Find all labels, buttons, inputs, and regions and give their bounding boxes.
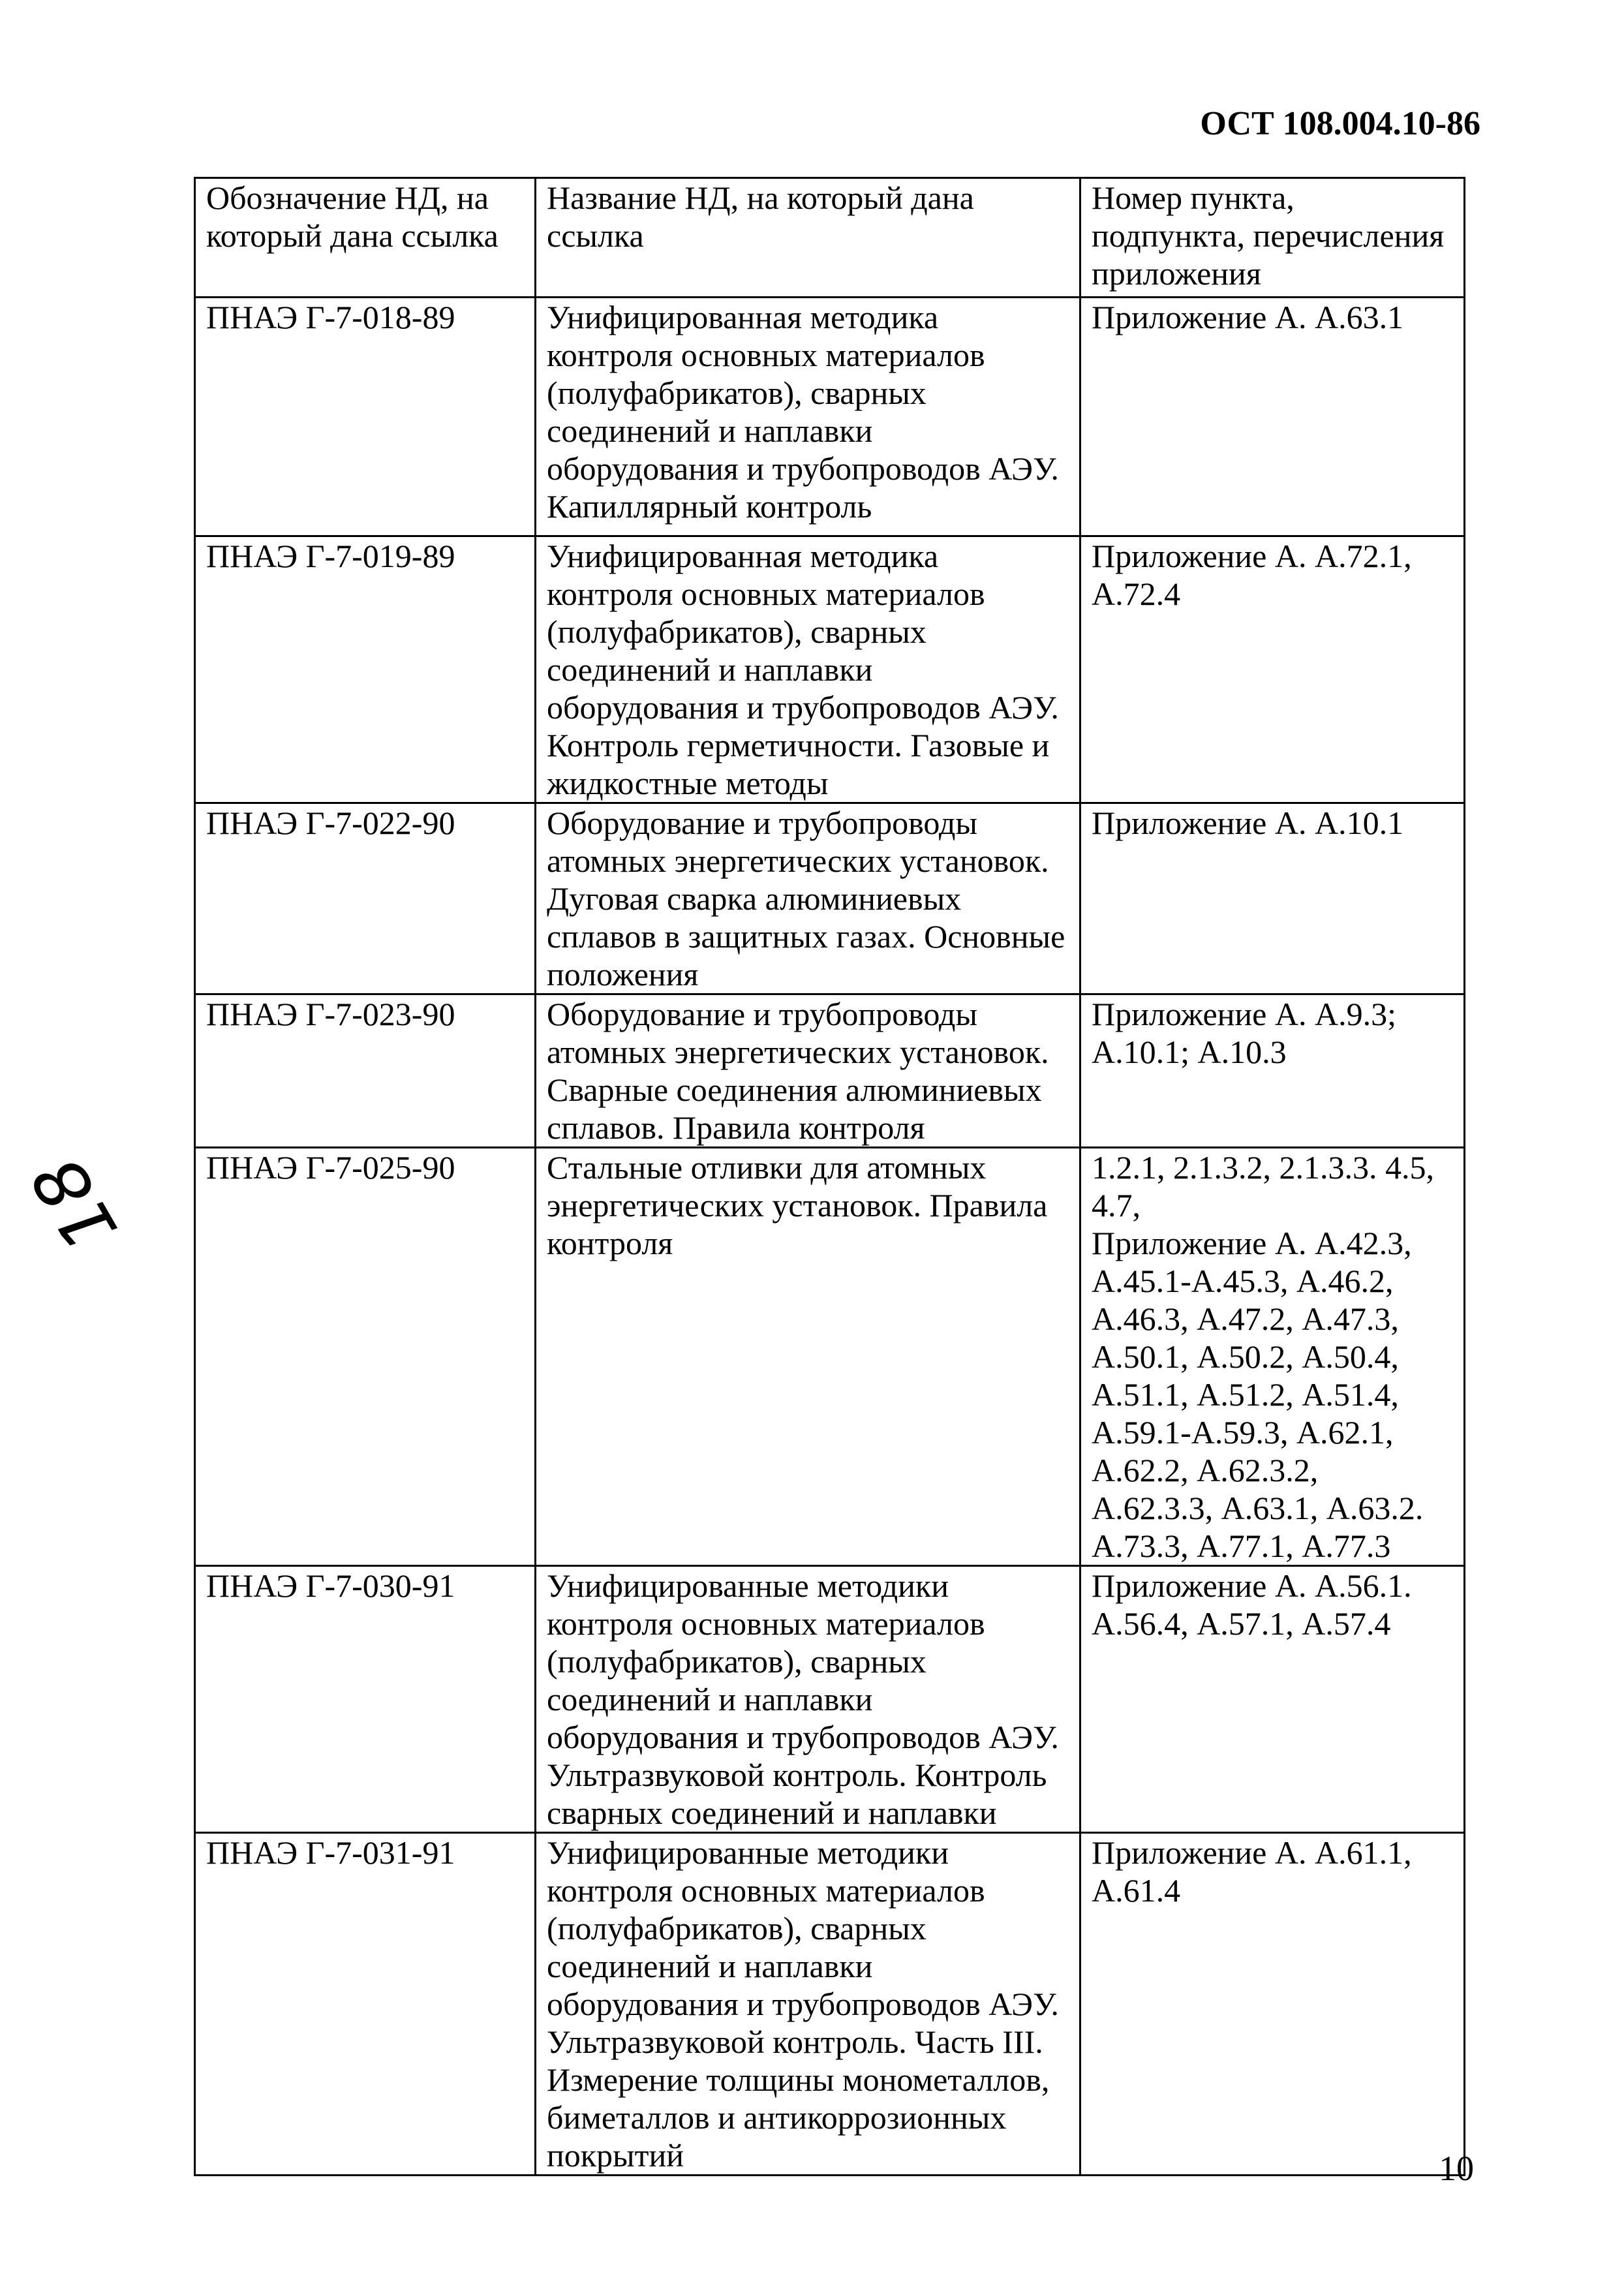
handwritten-sheet-number: 18	[16, 1143, 134, 1265]
doc-title-cell: Оборудование и трубопроводы атомных энергетических установок. Сварные соединения алюминиевых сплавов. Правила контроля	[536, 994, 1080, 1148]
reference-table	[194, 177, 1465, 2176]
doc-code-cell: ПНАЭ Г-7-022-90	[195, 803, 536, 994]
doc-title-cell: Унифицированная методика контроля основных материалов (полуфабрикатов), сварных соединений и наплавки оборудования и трубопроводов АЭУ. Контроль герметичности. Газовые и жидкостные методы	[536, 536, 1080, 803]
table-row	[195, 803, 1465, 994]
clause-refs-cell: 1.2.1, 2.1.3.2, 2.1.3.3. 4.5, 4.7, Приложение А. А.42.3, А.45.1-А.45.3, А.46.2, А.46.3, А.47.2, А.47.3, А.50.1, А.50.2, А.50.4, А.51.1, А.51.2, А.51.4, А.59.1-А.59.3, А.62.1, А.62.2, А.62.3.2, А.62.3.3, А.63.1, А.63.2. А.73.3, А.77.1, А.77.3	[1080, 1148, 1465, 1566]
table-row	[195, 994, 1465, 1148]
clause-refs-cell: Приложение А. А.56.1. А.56.4, А.57.1, А.57.4	[1080, 1566, 1465, 1833]
table-row	[195, 298, 1465, 536]
table-header-row	[195, 178, 1465, 298]
table-row	[195, 1833, 1465, 2176]
doc-title-cell: Стальные отливки для атомных энергетических установок. Правила контроля	[536, 1148, 1080, 1566]
clause-refs-cell: Приложение А. А.63.1	[1080, 298, 1465, 536]
doc-title-cell: Унифицированная методика контроля основных материалов (полуфабрикатов), сварных соединений и наплавки оборудования и трубопроводов АЭУ. Капиллярный контроль	[536, 298, 1080, 536]
clause-refs-cell: Приложение А. А.61.1, А.61.4	[1080, 1833, 1465, 2176]
table-row	[195, 1566, 1465, 1833]
doc-code-cell: ПНАЭ Г-7-023-90	[195, 994, 536, 1148]
doc-title-cell: Унифицированные методики контроля основных материалов (полуфабрикатов), сварных соединений и наплавки оборудования и трубопроводов АЭУ. Ультразвуковой контроль. Контроль сварных соединений и наплавки	[536, 1566, 1080, 1833]
column-header-name: Название НД, на который дана ссылка	[536, 178, 1080, 298]
clause-refs-cell: Приложение А. А.9.3; А.10.1; А.10.3	[1080, 994, 1465, 1148]
doc-code-cell: ПНАЭ Г-7-018-89	[195, 298, 536, 536]
doc-code-cell: ПНАЭ Г-7-030-91	[195, 1566, 536, 1833]
table-row	[195, 536, 1465, 803]
column-header-refs: Номер пункта, подпункта, перечисления приложения	[1080, 178, 1465, 298]
column-header-code: Обозначение НД, на который дана ссылка	[195, 178, 536, 298]
doc-code-cell: ПНАЭ Г-7-031-91	[195, 1833, 536, 2176]
doc-title-cell: Оборудование и трубопроводы атомных энергетических установок. Дуговая сварка алюминиевых сплавов в защитных газах. Основные положения	[536, 803, 1080, 994]
document-code: ОСТ 108.004.10-86	[1200, 105, 1480, 142]
clause-refs-cell: Приложение А. А.72.1, А.72.4	[1080, 536, 1465, 803]
table-row	[195, 1148, 1465, 1566]
doc-title-cell: Унифицированные методики контроля основных материалов (полуфабрикатов), сварных соединений и наплавки оборудования и трубопроводов АЭУ. Ультразвуковой контроль. Часть III. Измерение толщины монометаллов, биметаллов и антикоррозионных покрытий	[536, 1833, 1080, 2176]
doc-code-cell: ПНАЭ Г-7-019-89	[195, 536, 536, 803]
clause-refs-cell: Приложение А. А.10.1	[1080, 803, 1465, 994]
page-number: 10	[1439, 2149, 1474, 2188]
doc-code-cell: ПНАЭ Г-7-025-90	[195, 1148, 536, 1566]
